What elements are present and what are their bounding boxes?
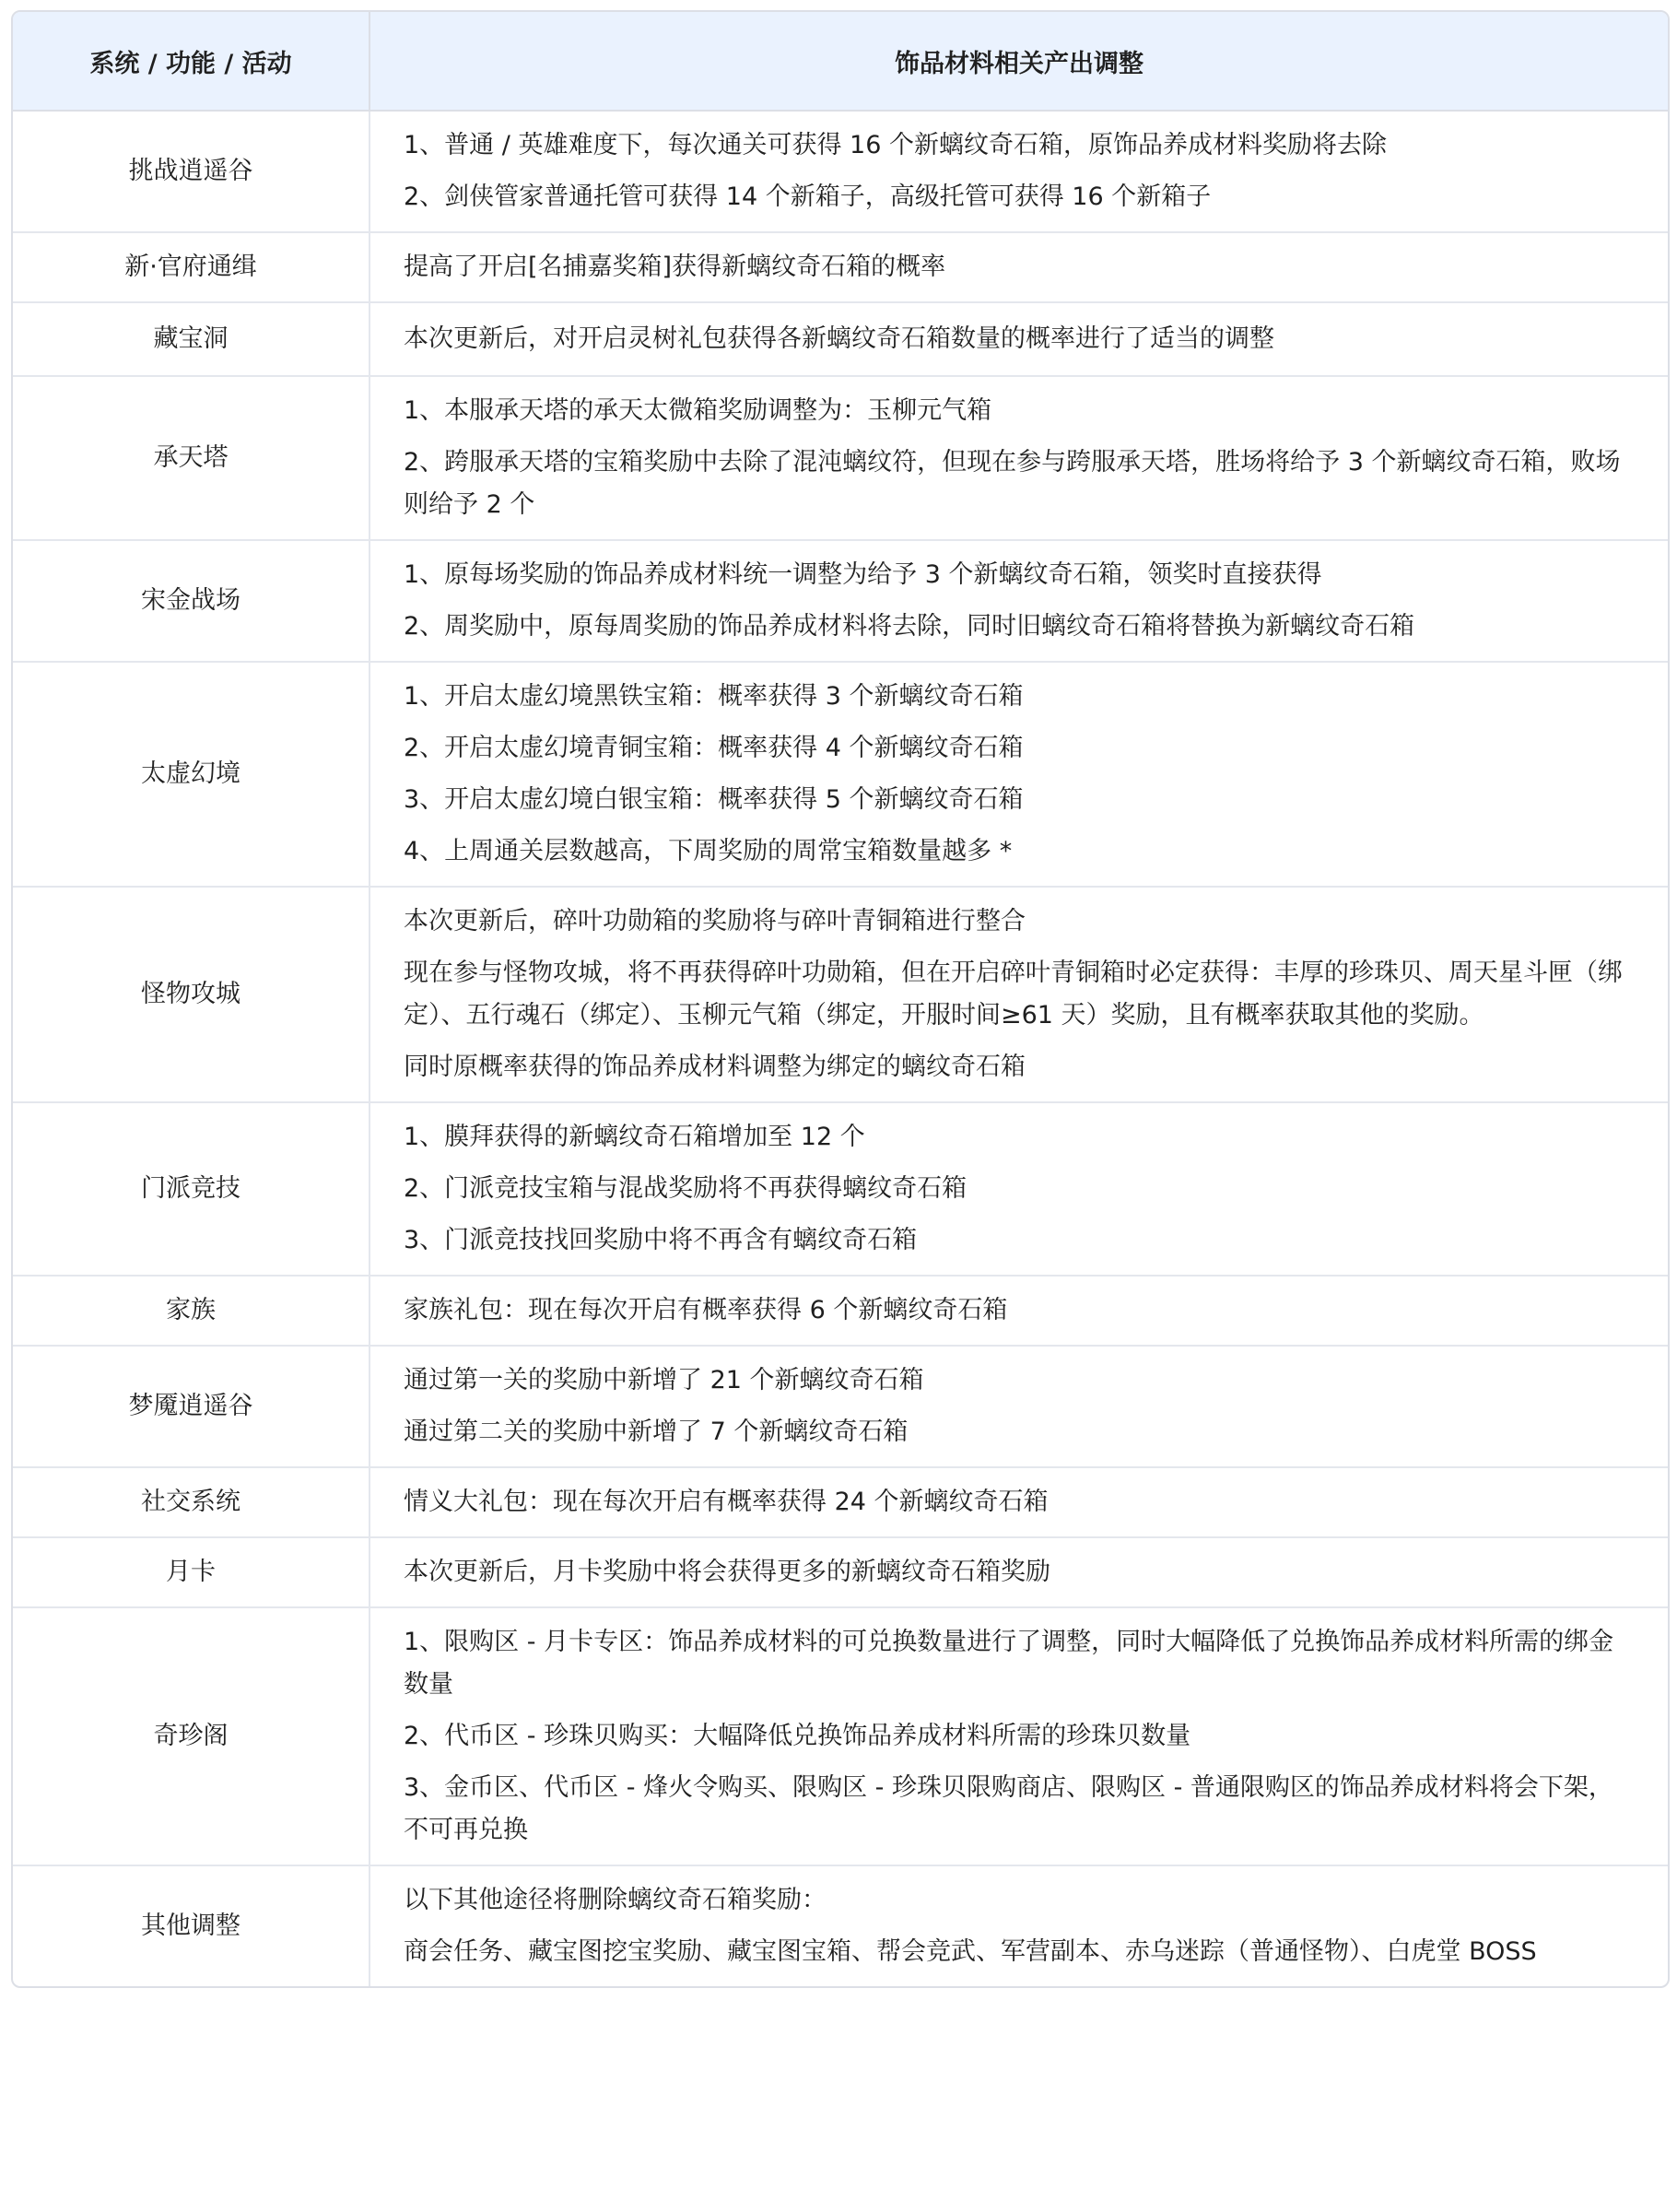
adjustment-table (13, 12, 1668, 1986)
row-system-name: 社交系统 (13, 1467, 369, 1537)
content-line: 家族礼包：现在每次开启有概率获得 6 个新螭纹奇石箱 (404, 1296, 1008, 1324)
table-body (13, 111, 1668, 1986)
content-line: 1、开启太虚幻境黑铁宝箱：概率获得 3 个新螭纹奇石箱 (404, 682, 1024, 711)
content-line: 2、周奖励中，原每周奖励的饰品养成材料将去除，同时旧螭纹奇石箱将替换为新螭纹奇石箱 (404, 612, 1415, 641)
content-line: 同时原概率获得的饰品养成材料调整为绑定的螭纹奇石箱 (404, 1053, 1026, 1081)
table-row (13, 232, 1668, 302)
row-content (369, 1865, 1668, 1986)
content-line: 1、膜拜获得的新螭纹奇石箱增加至 12 个 (404, 1123, 865, 1151)
content-line: 本次更新后，月卡奖励中将会获得更多的新螭纹奇石箱奖励 (404, 1558, 1050, 1586)
table-row (13, 540, 1668, 662)
row-content (369, 540, 1668, 662)
content-line: 2、剑侠管家普通托管可获得 14 个新箱子，高级托管可获得 16 个新箱子 (404, 182, 1212, 211)
row-content (369, 111, 1668, 232)
header-adjustment-column: 饰品材料相关产出调整 (369, 12, 1668, 111)
table-row (13, 887, 1668, 1102)
content-line: 1、原每场奖励的饰品养成材料统一调整为给予 3 个新螭纹奇石箱，领奖时直接获得 (404, 560, 1322, 589)
row-content (369, 376, 1668, 540)
row-content (369, 1607, 1668, 1865)
row-system-name: 家族 (13, 1276, 369, 1346)
adjustment-table-container (11, 10, 1670, 1988)
row-content (369, 1346, 1668, 1467)
row-system-name: 其他调整 (13, 1865, 369, 1986)
content-line: 本次更新后，对开启灵树礼包获得各新螭纹奇石箱数量的概率进行了适当的调整 (404, 324, 1274, 353)
content-line: 本次更新后，碎叶功勋箱的奖励将与碎叶青铜箱进行整合 (404, 907, 1026, 935)
row-content (369, 1467, 1668, 1537)
table-row (13, 111, 1668, 232)
content-line: 以下其他途径将删除螭纹奇石箱奖励： (404, 1886, 827, 1914)
table-row (13, 1346, 1668, 1467)
table-row (13, 1607, 1668, 1865)
row-content (369, 232, 1668, 302)
row-content (369, 662, 1668, 887)
table-row (13, 1467, 1668, 1537)
row-content (369, 1102, 1668, 1276)
row-system-name: 藏宝洞 (13, 302, 369, 376)
table-row (13, 1537, 1668, 1607)
content-line: 1、限购区 - 月卡专区：饰品养成材料的可兑换数量进行了调整，同时大幅降低了兑换饰品养成材料所需的绑金数量 (404, 1628, 1614, 1699)
table-row (13, 302, 1668, 376)
content-line: 4、上周通关层数越高，下周奖励的周常宝箱数量越多 * (404, 837, 1013, 865)
header-system-column: 系统 / 功能 / 活动 (13, 12, 369, 111)
table-row (13, 376, 1668, 540)
row-system-name: 太虚幻境 (13, 662, 369, 887)
content-line: 情义大礼包：现在每次开启有概率获得 24 个新螭纹奇石箱 (404, 1488, 1049, 1516)
table-row (13, 1865, 1668, 1986)
content-line: 通过第二关的奖励中新增了 7 个新螭纹奇石箱 (404, 1418, 909, 1446)
row-system-name: 怪物攻城 (13, 887, 369, 1102)
content-line: 商会任务、藏宝图挖宝奖励、藏宝图宝箱、帮会竞武、军营副本、赤乌迷踪（普通怪物）、白虎堂 BOSS (404, 1937, 1537, 1966)
row-content (369, 302, 1668, 376)
content-line: 3、门派竞技找回奖励中将不再含有螭纹奇石箱 (404, 1226, 918, 1254)
row-system-name: 梦魇逍遥谷 (13, 1346, 369, 1467)
content-line: 2、代币区 - 珍珠贝购买：大幅降低兑换饰品养成材料所需的珍珠贝数量 (404, 1722, 1191, 1750)
content-line: 通过第一关的奖励中新增了 21 个新螭纹奇石箱 (404, 1366, 924, 1394)
table-header-row (13, 12, 1668, 111)
row-system-name: 宋金战场 (13, 540, 369, 662)
content-line: 3、金币区、代币区 - 烽火令购买、限购区 - 珍珠贝限购商店、限购区 - 普通限购区的饰品养成材料将会下架，不可再兑换 (404, 1773, 1613, 1844)
content-line: 1、本服承天塔的承天太微箱奖励调整为：玉柳元气箱 (404, 396, 992, 425)
content-line: 现在参与怪物攻城，将不再获得碎叶功勋箱，但在开启碎叶青铜箱时必定获得：丰厚的珍珠贝、周天星斗匣（绑定）、五行魂石（绑定）、玉柳元气箱（绑定，开服时间≥61 天）奖励，且有概率获取其他的奖励。 (404, 959, 1623, 1030)
content-line: 1、普通 / 英雄难度下，每次通关可获得 16 个新螭纹奇石箱，原饰品养成材料奖励将去除 (404, 131, 1387, 159)
row-content (369, 1276, 1668, 1346)
row-system-name: 月卡 (13, 1537, 369, 1607)
row-system-name: 承天塔 (13, 376, 369, 540)
table-row (13, 1102, 1668, 1276)
content-line: 2、门派竞技宝箱与混战奖励将不再获得螭纹奇石箱 (404, 1174, 968, 1203)
row-system-name: 门派竞技 (13, 1102, 369, 1276)
row-content (369, 1537, 1668, 1607)
content-line: 2、开启太虚幻境青铜宝箱：概率获得 4 个新螭纹奇石箱 (404, 734, 1024, 762)
table-row (13, 662, 1668, 887)
row-system-name: 挑战逍遥谷 (128, 157, 253, 185)
content-line: 提高了开启[名捕嘉奖箱]获得新螭纹奇石箱的概率 (404, 253, 946, 281)
row-content (369, 887, 1668, 1102)
row-system-name: 新·官府通缉 (13, 232, 369, 302)
content-line: 3、开启太虚幻境白银宝箱：概率获得 5 个新螭纹奇石箱 (404, 785, 1024, 814)
row-system-name: 奇珍阁 (13, 1607, 369, 1865)
content-line: 2、跨服承天塔的宝箱奖励中去除了混沌螭纹符，但现在参与跨服承天塔，胜场将给予 3 个新螭纹奇石箱，败场则给予 2 个 (404, 448, 1621, 519)
table-row (13, 1276, 1668, 1346)
